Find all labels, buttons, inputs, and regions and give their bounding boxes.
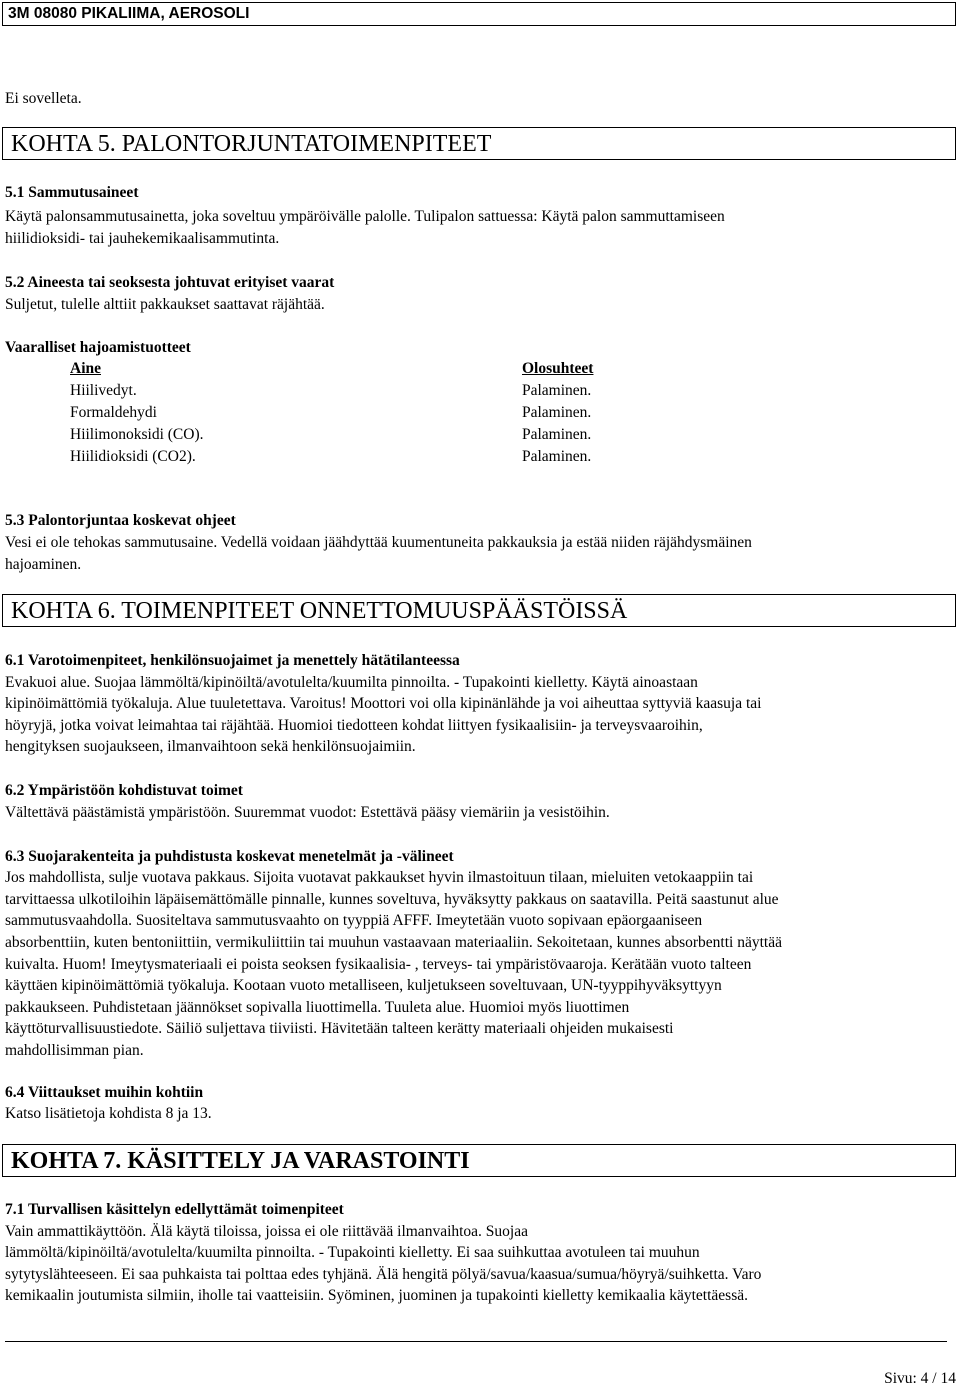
text-6-3-line: pakkaukseen. Puhdistetaan jäännökset sopivalla liuottimella. Tuuleta alue. Huomioi myös liuottimen <box>5 999 630 1016</box>
document-header <box>2 2 956 26</box>
text-6-2-line: Vältettävä päästämistä ympäristöön. Suuremmat vuodot: Estettävä pääsy viemäriin ja vesistöihin. <box>5 804 610 821</box>
text-6-1-line: hengityksen suojaukseen, ilmanvaihtoon sekä henkilönsuojaimiin. <box>5 738 416 755</box>
intro-text: Ei sovelleta. <box>5 90 82 107</box>
text-6-1-line: kipinöimättömiä työkaluja. Alue tuuletettava. Varoitus! Moottori voi olla kipinänlähde ja voi aiheuttaa syttyviä kaasuja tai <box>5 695 762 712</box>
footer-divider <box>5 1341 947 1342</box>
page-number: Sivu: 4 / 14 <box>884 1370 956 1387</box>
hazard-products-heading: Vaaralliset hajoamistuotteet <box>5 339 191 356</box>
text-7-1-line: kemikaalin joutumista silmiin, iholle tai vaatteisiin. Syöminen, juominen ja tupakointi kielletty kemikaalia käytettäessä. <box>5 1287 748 1304</box>
product-title: 3M 08080 PIKALIIMA, AEROSOLI <box>8 5 250 22</box>
column-header-substance: Aine <box>70 360 101 377</box>
heading-6-3: 6.3 Suojarakenteita ja puhdistusta koskevat menetelmät ja -välineet <box>5 848 454 865</box>
text-5-1-line: hiilidioksidi- tai jauhekemikaalisammutinta. <box>5 230 280 247</box>
text-7-1-line: Vain ammattikäyttöön. Älä käytä tiloissa, joissa ei ole riittävää ilmanvaihtoa. Suojaa <box>5 1223 528 1240</box>
hazard-substance: Hiilivedyt. <box>70 382 137 399</box>
text-6-3-line: mahdollisimman pian. <box>5 1042 144 1059</box>
text-6-3-line: absorbenttiin, kuten bentoniittiin, vermikuliittiin tai muuhun vastaavaan materiaaliin. Sekoitetaan, kunnes absorbentti näyttää <box>5 934 782 951</box>
text-6-3-line: käyttäen kipinöimättömiä työkaluja. Kootaan vuoto metalliseen, kuljetukseen soveltuvaan, UN-tyyppihyväksyttyyn <box>5 977 722 994</box>
text-7-1-line: sytytyslähteeseen. Ei saa puhkaista tai polttaa edes tyhjänä. Älä hengitä pölyä/savua/kaasua/sumua/höyryä/suihketta. Varo <box>5 1266 762 1283</box>
text-5-3-line: hajoaminen. <box>5 556 82 573</box>
text-5-1-line: Käytä palonsammutusainetta, joka soveltuu ympäröivälle palolle. Tulipalon sattuessa: Käytä palon sammuttamiseen <box>5 208 725 225</box>
section-6-title: KOHTA 6. TOIMENPITEET ONNETTOMUUSPÄÄSTÖISSÄ <box>11 598 628 624</box>
hazard-substance: Hiilimonoksidi (CO). <box>70 426 204 443</box>
text-6-3-line: Jos mahdollista, sulje vuotava pakkaus. Sijoita vuotavat pakkaukset hyvin ilmastoituun tilaan, mieluiten vetokaappiin tai <box>5 869 754 886</box>
section-5-title: KOHTA 5. PALONTORJUNTATOIMENPITEET <box>11 131 492 157</box>
heading-5-1: 5.1 Sammutusaineet <box>5 184 139 201</box>
heading-6-1: 6.1 Varotoimenpiteet, henkilönsuojaimet ja menettely hätätilanteessa <box>5 652 460 669</box>
hazard-condition: Palaminen. <box>522 426 592 443</box>
text-6-3-line: käyttöturvallisuustiedote. Säiliö suljettava tiiviisti. Hävitetään talteen kerätty materiaali ohjeiden mukaisesti <box>5 1020 674 1037</box>
text-5-3-line: Vesi ei ole tehokas sammutusaine. Vedellä voidaan jäähdyttää kuumentuneita pakkauksia ja estää niiden räjähdysmäinen <box>5 534 752 551</box>
hazard-condition: Palaminen. <box>522 448 592 465</box>
hazard-substance: Formaldehydi <box>70 404 157 421</box>
hazard-condition: Palaminen. <box>522 382 592 399</box>
text-6-1-line: Evakuoi alue. Suojaa lämmöltä/kipinöiltä/avotulelta/kuumilta pinnoilta. - Tupakointi kielletty. Käytä ainoastaan <box>5 674 698 691</box>
heading-5-2: 5.2 Aineesta tai seoksesta johtuvat erityiset vaarat <box>5 274 335 291</box>
text-7-1-line: lämmöltä/kipinöiltä/avotulelta/kuumilta pinnoilta. - Tupakointi kielletty. Ei saa suihkuttaa avotuleen tai muuhun <box>5 1244 700 1261</box>
text-6-4-line: Katso lisätietoja kohdista 8 ja 13. <box>5 1105 212 1122</box>
heading-7-1: 7.1 Turvallisen käsittelyn edellyttämät toimenpiteet <box>5 1201 344 1218</box>
heading-5-3: 5.3 Palontorjuntaa koskevat ohjeet <box>5 512 236 529</box>
section-5-header <box>2 127 956 160</box>
text-6-3-line: sammutusvaahdolla. Suositeltava sammutusvaahto on tyyppiä AFFF. Imeytetään vuoto sopivaan epäorgaaniseen <box>5 912 703 929</box>
heading-6-4: 6.4 Viittaukset muihin kohtiin <box>5 1084 204 1101</box>
hazard-condition: Palaminen. <box>522 404 592 421</box>
hazard-substance: Hiilidioksidi (CO2). <box>70 448 196 465</box>
column-header-condition: Olosuhteet <box>522 360 594 377</box>
section-7-title: KOHTA 7. KÄSITTELY JA VARASTOINTI <box>11 1148 470 1174</box>
text-6-3-line: tarvittaessa ulkotiloihin läpäisemättömälle pinnalle, kunnes soveltuva, hyväksytty pakkaus on saatavilla. Peitä saastunut alue <box>5 891 779 908</box>
text-5-2-line: Suljetut, tulelle alttiit pakkaukset saattavat räjähtää. <box>5 296 325 313</box>
section-7-header <box>2 1144 956 1177</box>
text-6-3-line: kuivalta. Huom! Imeytysmateriaali ei poista seoksen fysikaalisia- , terveys- tai ympäristövaaroja. Kerätään vuoto talteen <box>5 956 752 973</box>
heading-6-2: 6.2 Ympäristöön kohdistuvat toimet <box>5 782 243 799</box>
text-6-1-line: höyryjä, jotka voivat leimahtaa tai räjähtää. Huomioi tiedotteen kohdat liittyen fysikaalisiin- ja terveysvaaroihin, <box>5 717 703 734</box>
section-6-header <box>2 594 956 627</box>
